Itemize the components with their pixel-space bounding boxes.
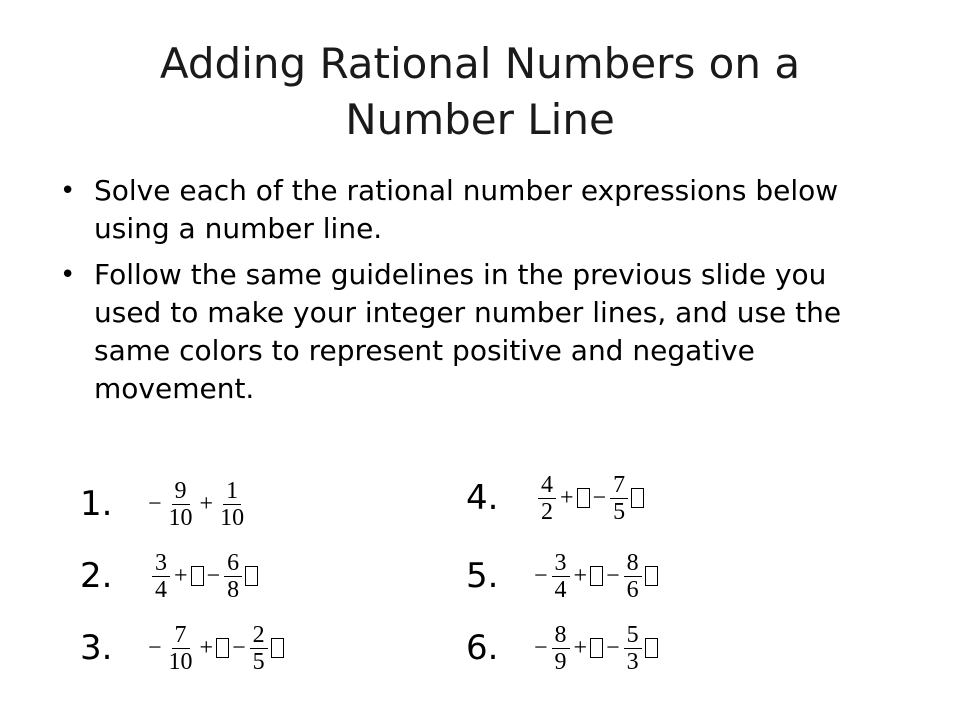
- problem-expression: [146, 478, 249, 531]
- fraction: [624, 622, 642, 675]
- numerator: 3: [152, 550, 170, 577]
- problem-number: 3.: [80, 628, 113, 668]
- denominator: 10: [168, 648, 193, 675]
- numerator: 9: [172, 478, 190, 505]
- missing-glyph-icon: [645, 566, 658, 586]
- bullet-text: Follow the same guidelines in the previous slide you used to make your integer number lines, and use the same colors to represent positive and negative movement.: [94, 258, 842, 405]
- problem-number: 6.: [466, 628, 499, 668]
- fraction: [624, 550, 642, 603]
- problem-number: 2.: [80, 556, 113, 596]
- problem-expression: [146, 550, 259, 603]
- minus-sign: −: [206, 562, 221, 589]
- title-line-1: Adding Rational Numbers on a: [159, 39, 801, 88]
- denominator: 5: [613, 498, 626, 525]
- fraction: [224, 550, 242, 603]
- numerator: 3: [552, 550, 570, 577]
- numerator: 7: [610, 472, 628, 499]
- plus-sign: +: [573, 562, 588, 589]
- fraction: [610, 472, 628, 525]
- numerator: 7: [172, 622, 190, 649]
- problem-5: [466, 544, 659, 608]
- denominator: 4: [155, 576, 167, 603]
- missing-glyph-icon: [645, 638, 658, 658]
- numerator: 6: [224, 550, 242, 577]
- plus-sign: +: [174, 562, 188, 589]
- denominator: 3: [626, 648, 639, 675]
- plus-sign: +: [560, 484, 574, 511]
- missing-glyph-icon: [590, 638, 603, 658]
- problem-1: [80, 472, 249, 536]
- problem-3: [80, 616, 285, 680]
- instructions-list: [60, 172, 900, 416]
- bullet-icon: •: [60, 260, 76, 290]
- minus-sign: −: [592, 484, 607, 511]
- bullet-item: [60, 172, 900, 248]
- problem-2: [80, 544, 259, 608]
- denominator: 10: [168, 504, 193, 531]
- problem-6: [466, 616, 659, 680]
- numerator: 4: [538, 472, 556, 499]
- problem-expression: [532, 472, 645, 525]
- problem-4: [466, 466, 645, 530]
- plus-sign: +: [199, 634, 214, 661]
- fraction: [152, 550, 170, 603]
- numerator: 8: [552, 622, 570, 649]
- problem-number: 5.: [466, 556, 499, 596]
- fraction: [217, 478, 247, 531]
- denominator: 4: [554, 576, 567, 603]
- fraction: [250, 622, 268, 675]
- denominator: 8: [227, 576, 240, 603]
- denominator: 2: [541, 498, 553, 525]
- missing-glyph-icon: [216, 638, 229, 658]
- denominator: 10: [220, 504, 245, 531]
- numerator: 8: [624, 550, 642, 577]
- plus-sign: +: [199, 490, 214, 517]
- fraction: [166, 478, 196, 531]
- numerator: 5: [624, 622, 642, 649]
- minus-sign: −: [606, 562, 620, 589]
- problem-expression: [532, 622, 659, 675]
- negative-sign: −: [534, 634, 548, 661]
- minus-sign: −: [232, 634, 246, 661]
- problem-expression: [532, 550, 659, 603]
- missing-glyph-icon: [631, 488, 644, 508]
- numerator: 1: [223, 478, 241, 505]
- negative-sign: −: [148, 634, 162, 661]
- fraction: [166, 622, 196, 675]
- plus-sign: +: [573, 634, 588, 661]
- problem-number: 1.: [80, 484, 113, 524]
- denominator: 6: [626, 576, 639, 603]
- fraction: [552, 550, 570, 603]
- title-line-2: Number Line: [345, 95, 615, 144]
- missing-glyph-icon: [577, 488, 590, 508]
- problem-expression: [146, 622, 285, 675]
- missing-glyph-icon: [191, 566, 204, 586]
- bullet-text: Solve each of the rational number expressions below using a number line.: [94, 174, 839, 245]
- bullet-icon: •: [60, 176, 76, 206]
- fraction: [552, 622, 570, 675]
- minus-sign: −: [606, 634, 620, 661]
- denominator: 5: [252, 648, 265, 675]
- missing-glyph-icon: [245, 566, 258, 586]
- numerator: 2: [250, 622, 268, 649]
- bullet-item: [60, 256, 900, 408]
- slide-title: [80, 36, 880, 148]
- missing-glyph-icon: [590, 566, 603, 586]
- missing-glyph-icon: [271, 638, 284, 658]
- negative-sign: −: [148, 490, 162, 517]
- denominator: 9: [554, 648, 567, 675]
- fraction: [538, 472, 556, 525]
- negative-sign: −: [534, 562, 548, 589]
- problem-number: 4.: [466, 478, 499, 518]
